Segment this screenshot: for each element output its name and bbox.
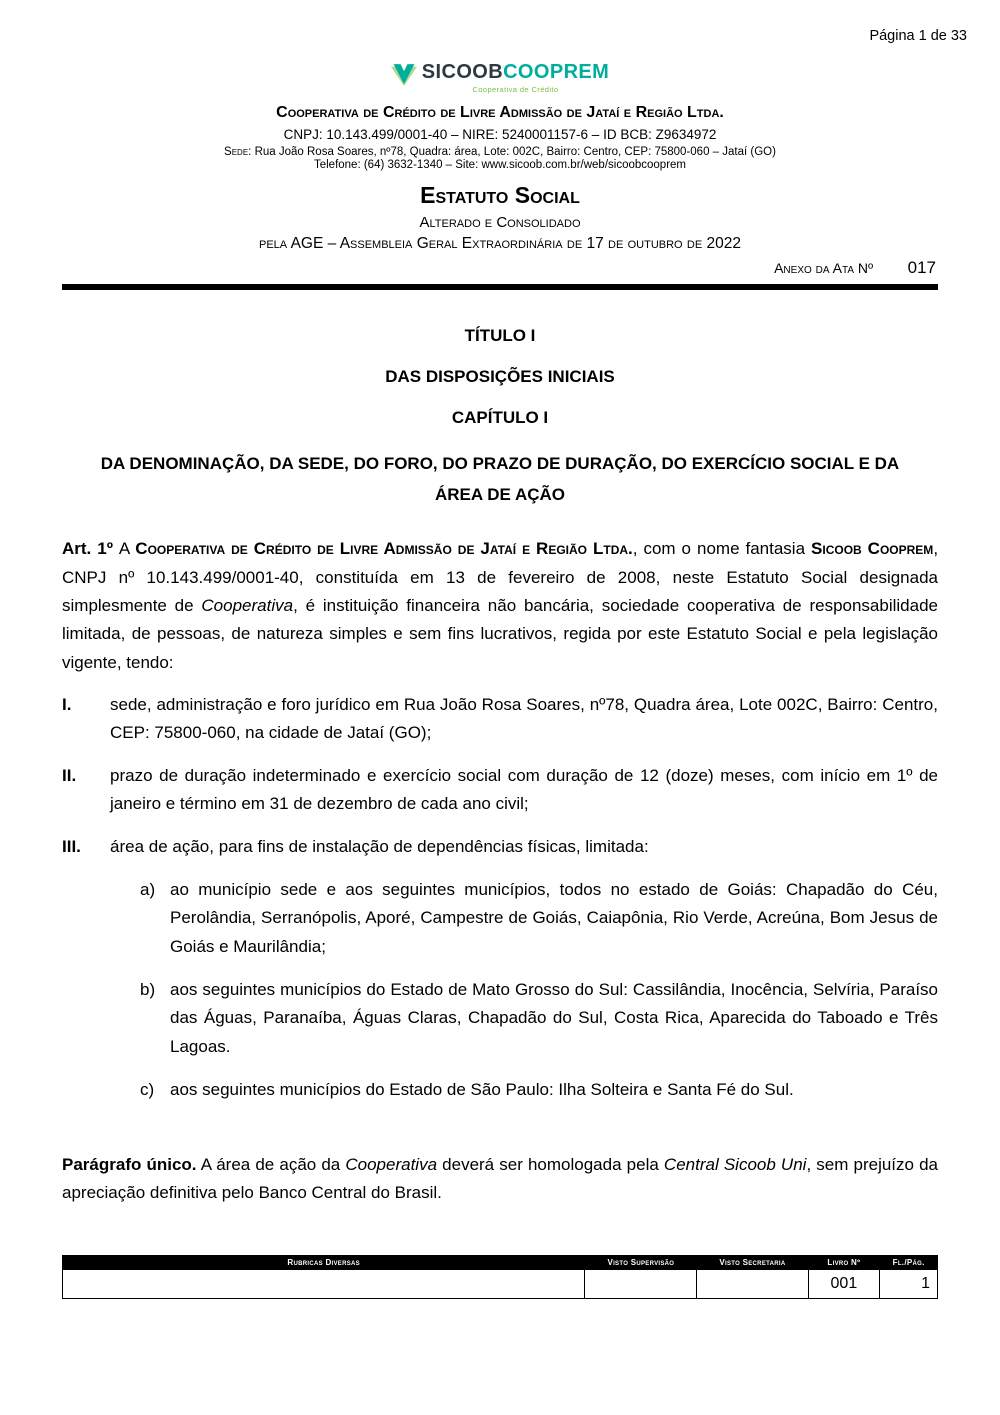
logo-wordmark bbox=[422, 62, 609, 94]
article-1-list bbox=[62, 691, 938, 1105]
company-name: Cooperativa de Crédito de Livre Admissão de Jataí e Região Ltda. bbox=[276, 104, 724, 121]
list-item-III bbox=[62, 833, 938, 861]
document-subtitle-consolidation: Alterado e Consolidado bbox=[419, 214, 581, 231]
cell-rubricas-diversas bbox=[63, 1270, 585, 1299]
sub-item-b-text: aos seguintes municípios do Estado de Mato Grosso do Sul: Cassilândia, Inocência, Selvíria, Paraíso das Águas, Paranaíba, Águas Claras, Chapadão do Sul, Costa Rica, Aparecida do Taboado e Três Lagoas. bbox=[170, 980, 938, 1056]
header-visto-supervisao: Visto Supervisão bbox=[585, 1256, 697, 1270]
sub-item-a-marker: a) bbox=[140, 879, 156, 899]
annex-number: 017 bbox=[907, 258, 936, 277]
signature-footer-table bbox=[62, 1255, 938, 1299]
sub-item-b-marker: b) bbox=[140, 980, 156, 1000]
list-item-I-marker: I. bbox=[62, 695, 72, 715]
address-line bbox=[62, 146, 938, 158]
address-label: Sede: bbox=[224, 146, 252, 158]
list-item-III-marker: III. bbox=[62, 836, 81, 856]
list-item-II-text: prazo de duração indeterminado e exercício social com duração de 12 (doze) meses, com início em 1º de janeiro e término em 31 de dezembro de cada ano civil; bbox=[110, 765, 938, 814]
document-subtitle-assembly: pela AGE – Assembleia Geral Extraordinária de 17 de outubro de 2022 bbox=[259, 235, 741, 252]
logo-words bbox=[422, 62, 609, 82]
sub-item-b bbox=[140, 976, 938, 1061]
footer-table-header-row bbox=[63, 1256, 938, 1270]
paragrafo-unico: Parágrafo único. A área de ação da Cooperativa deverá ser homologada pela Central Sicoob Uni, sem prejuízo da apreciação definitiva pelo Banco Central do Brasil. bbox=[62, 1154, 938, 1202]
sicoob-cooprem-logo bbox=[62, 62, 938, 94]
list-item-III-text: área de ação, para fins de instalação de dependências físicas, limitada: bbox=[110, 836, 649, 856]
list-item-II-marker: II. bbox=[62, 765, 77, 785]
header-rubricas-diversas: Rubricas Diversas bbox=[63, 1256, 585, 1270]
contact-line: Telefone: (64) 3632-1340 – Site: www.sicoob.com.br/web/sicoobcooprem bbox=[313, 159, 687, 171]
footer-table-value-row bbox=[63, 1270, 938, 1299]
address-text: Rua João Rosa Soares, nº78, Quadra: área, Lote: 002C, Bairro: Centro, CEP: 75800-060 – Jataí (GO) bbox=[254, 146, 776, 158]
logo-tagline: Cooperativa de Crédito bbox=[472, 85, 559, 94]
list-item-II bbox=[62, 762, 938, 819]
cell-livro-no: 001 bbox=[808, 1270, 880, 1299]
sub-item-c-marker: c) bbox=[140, 1080, 155, 1100]
header-livro-no: Livro Nº bbox=[808, 1256, 880, 1270]
cell-visto-supervisao bbox=[585, 1270, 697, 1299]
annex-label: Anexo da Ata Nº bbox=[774, 260, 874, 276]
document-title: Estatuto Social bbox=[420, 182, 580, 208]
header-divider-rule bbox=[62, 284, 938, 290]
sub-item-c-text: aos seguintes municípios do Estado de São Paulo: Ilha Solteira e Santa Fé do Sul. bbox=[170, 1080, 794, 1100]
cell-fl-pag: 1 bbox=[880, 1270, 938, 1299]
header-fl-pag: Fl./Pág. bbox=[880, 1256, 938, 1270]
list-item-I bbox=[62, 691, 938, 748]
logo-word-cooprem: COOPREM bbox=[503, 61, 610, 83]
page-number-indicator: Página 1 de 33 bbox=[869, 28, 967, 44]
registration-line: CNPJ: 10.143.499/0001-40 – NIRE: 5240001157-6 – ID BCB: Z9634972 bbox=[283, 127, 717, 142]
heading-capitulo-i: CAPÍTULO I bbox=[451, 408, 549, 427]
heading-disposicoes-iniciais: DAS DISPOSIÇÕES INICIAIS bbox=[385, 367, 615, 386]
cell-visto-secretaria bbox=[697, 1270, 808, 1299]
sub-item-a-text: ao município sede e aos seguintes municípios, todos no estado de Goiás: Chapadão do Céu, Perolândia, Serranópolis, Aporé, Campestre de Goiás, Caiapônia, Rio Verde, Acreúna, Bom Jesus de Goiás e Maurilândia; bbox=[170, 879, 938, 956]
heading-capitulo-name: DA DENOMINAÇÃO, DA SEDE, DO FORO, DO PRAZO DE DURAÇÃO, DO EXERCÍCIO SOCIAL E DA ÁREA DE AÇÃO bbox=[100, 454, 900, 504]
page-content bbox=[0, 62, 1000, 1299]
heading-titulo-i: TÍTULO I bbox=[464, 326, 536, 345]
article-1-paragraph: Art. 1º A Cooperativa de Crédito de Livre Admissão de Jataí e Região Ltda., com o nome fantasia Sicoob Cooprem, CNPJ nº 10.143.499/0001-40, constituída em 13 de fevereiro de 2008, neste Estatuto Social designada simplesmente de Cooperativa, é instituição financeira não bancária, sociedade cooperativa de responsabilidade limitada, de pessoas, de natureza simples e sem fins lucrativos, regida por este Estatuto Social e pela legislação vigente, tendo: bbox=[62, 539, 939, 672]
sub-item-a bbox=[140, 876, 938, 961]
annex-line bbox=[62, 258, 938, 278]
list-item-I-text: sede, administração e foro jurídico em Rua João Rosa Soares, nº78, Quadra área, Lote 002C, Bairro: Centro, CEP: 75800-060, na cidade de Jataí (GO); bbox=[110, 695, 938, 743]
header-visto-secretaria: Visto Secretaria bbox=[697, 1256, 808, 1270]
sicoob-mark-icon bbox=[391, 63, 417, 87]
logo-word-sicoob: SICOOB bbox=[421, 61, 504, 83]
sub-item-c bbox=[140, 1076, 938, 1104]
